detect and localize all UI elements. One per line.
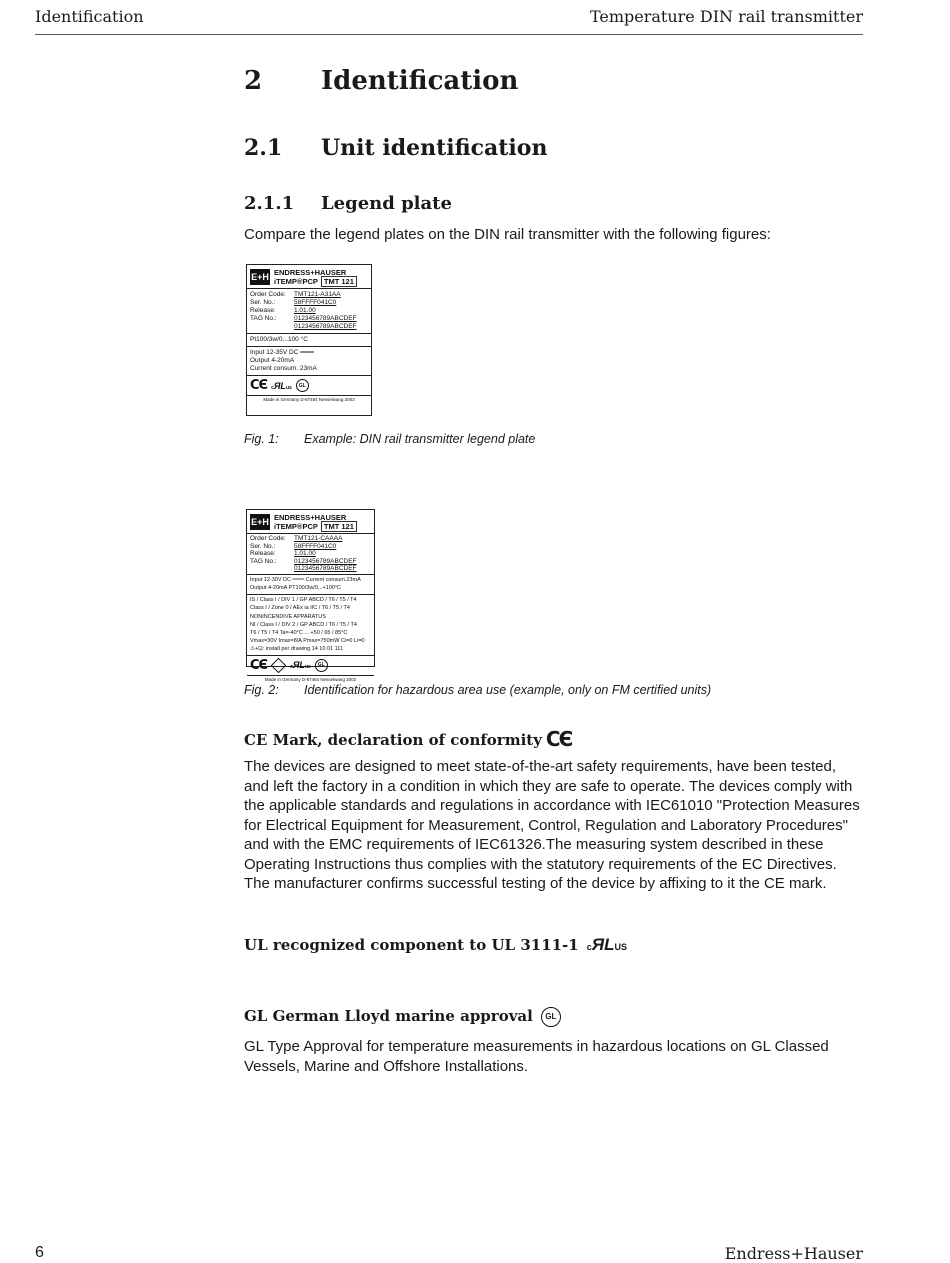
header-rule xyxy=(35,34,863,35)
page-number: 6 xyxy=(35,1244,44,1261)
plate-spec: Current consum. 23mA xyxy=(250,365,317,372)
plate-model: TMT 121 xyxy=(321,276,357,287)
figure-number: Fig. 2: xyxy=(244,683,279,697)
legend-plate-hazardous xyxy=(246,509,375,682)
gl-mark-icon: GL xyxy=(315,659,328,672)
plate-model: TMT 121 xyxy=(321,521,357,532)
plate-approval-line: T6 / T5 / T4 Ta=-40°C ... +50 / 65 / 85°C xyxy=(250,629,348,636)
figure-caption xyxy=(244,683,711,697)
plate-product: iTEMP®PCP xyxy=(274,521,318,531)
figure-caption xyxy=(244,432,535,446)
subsubsection-number: 2.1.1 xyxy=(244,193,295,214)
plate-header xyxy=(247,510,374,534)
section-title: Identification xyxy=(321,66,519,96)
gl-heading xyxy=(244,1007,561,1027)
plate-label: Release: xyxy=(250,550,276,557)
plate-label: Order Code: xyxy=(250,535,286,542)
intro-paragraph: Compare the legend plates on the DIN rail transmitter with the following figures: xyxy=(244,226,771,243)
plate-brand: ENDRESS+HAUSER xyxy=(274,267,347,277)
plate-approval-line: NI / Class I / DIV 2 / GP ABCD / T6 / T5 / T4 xyxy=(250,621,357,628)
plate-label: Ser. No.: xyxy=(250,299,276,306)
plate-spec: Input 12-30V DC ═══ Current consum.23mA xyxy=(250,576,361,583)
footer-brand: Endress+Hauser xyxy=(724,1244,863,1263)
legend-plate-standard xyxy=(246,264,372,416)
plate-label: Order Code: xyxy=(250,291,286,298)
ce-heading-text: CE Mark, declaration of conformity xyxy=(244,731,542,749)
figure-caption-text: Identification for hazardous area use (example, only on FM certified units) xyxy=(304,683,712,697)
ce-mark-icon: CЄ xyxy=(250,657,268,673)
plate-order-info xyxy=(247,289,371,334)
plate-value: 58FFFF041C0 xyxy=(294,542,337,550)
ce-paragraph: The devices are designed to meet state-of-the-art safety requirements, have been tested, and left the factory in a condition in which they are safe to operate. The devices comply with the applicable standards and regulations in accordance with IEC61010 "Protection Measures for Electrical Equipment for Measurement, Control, Regulation and Laboratory Procedures" and with the EMC requirements of IEC61326.The measuring system described in these Operating Instructions thus complies with the statutory requirements of the EC Directives. The manufacturer confirms successful testing of the device by affixing to it the CE mark. xyxy=(244,758,860,892)
plate-made-in: Made in Germany D-87484 Nesselwang 2003 xyxy=(263,397,355,402)
plate-brand: ENDRESS+HAUSER xyxy=(274,512,347,522)
plate-made-in: Made in Germany D-87484 Nesselwang 2002 xyxy=(264,676,357,682)
plate-spec: Input 12-35V DC ═══ xyxy=(250,349,315,356)
plate-value: 0123456789ABCDEF xyxy=(294,315,357,322)
plate-value: TMT121-CAAAA xyxy=(294,535,343,542)
plate-value: 58FFFF041C0 xyxy=(294,299,337,306)
running-header-right: Temperature DIN rail transmitter xyxy=(589,7,863,26)
plate-header xyxy=(247,265,371,289)
ce-mark-icon: CЄ xyxy=(250,378,268,393)
subsection-title: Unit identification xyxy=(321,135,548,161)
eh-logo: E+H xyxy=(250,269,270,285)
plate-label xyxy=(250,565,294,573)
plate-approval-line: Class I / Zone 0 / AEx ia IIC / T6 / T5 / T4 xyxy=(250,605,350,612)
plate-approval-line: IS / Class I / DIV 1 / GP ABCD / T6 / T5 / T4 xyxy=(250,597,357,604)
plate-label: Release: xyxy=(250,307,276,314)
plate-spec: Output 4-20mA PT100/3w/0...+100°C xyxy=(250,585,342,592)
fm-approved-icon xyxy=(271,657,287,673)
plate-approval-marks xyxy=(247,656,374,676)
plate-approval-line: Vmax=30V Imax=8/A Pmax=750mW Ci=0 Li=0 xyxy=(250,638,365,645)
ul-mark-icon: cЯLus xyxy=(271,380,292,391)
plate-product: iTEMP®PCP xyxy=(274,276,318,286)
plate-range xyxy=(247,334,371,347)
gl-paragraph: GL Type Approval for temperature measurements in hazardous locations on GL Classed Vessels, Marine and Offshore Installations. xyxy=(244,1038,829,1075)
plate-approval-line: NONINCENDIVE APPARATUS xyxy=(250,613,326,620)
plate-value: 0123456789ABCDEF xyxy=(294,323,357,330)
plate-value: TMT121-A31AA xyxy=(294,291,341,298)
plate-spec: Output 4-20mA xyxy=(250,357,295,364)
ul-mark-icon: cЯLus xyxy=(290,660,311,671)
figure-caption-text: Example: DIN rail transmitter legend plate xyxy=(304,432,536,446)
plate-specs xyxy=(247,347,371,376)
ul-heading-text: UL recognized component to UL 3111-1 xyxy=(244,936,579,954)
plate-label: TAG No.: xyxy=(250,557,277,565)
plate-value: 1.01.00 xyxy=(294,307,316,314)
plate-specs xyxy=(247,575,374,596)
subsubsection-title: Legend plate xyxy=(321,193,452,214)
plate-value: 1.01.00 xyxy=(294,550,316,557)
subsection-number: 2.1 xyxy=(244,135,283,161)
plate-approvals xyxy=(247,595,374,655)
ce-mark-icon: CЄ xyxy=(545,727,572,751)
plate-approval-line: ⚠+⊡: install per drawing 14 10 01 111 xyxy=(250,646,343,653)
plate-order-info xyxy=(247,534,374,575)
plate-range-text: Pt100/3w/0...100 °C xyxy=(250,336,308,343)
gl-mark-icon: GL xyxy=(541,1007,561,1027)
eh-logo: E+H xyxy=(250,514,270,530)
plate-label: Ser. No.: xyxy=(250,542,276,550)
ce-heading xyxy=(244,727,571,751)
figure-number: Fig. 1: xyxy=(244,432,279,446)
running-header-left: Identification xyxy=(35,7,144,26)
gl-mark-icon: GL xyxy=(296,379,309,392)
ul-mark-icon: cЯLUS xyxy=(586,935,628,954)
plate-value: 0123456789ABCDEF xyxy=(294,557,357,565)
ul-heading xyxy=(244,935,627,955)
plate-value: 0123456789ABCDEF xyxy=(294,565,357,572)
plate-approval-marks xyxy=(247,376,371,396)
plate-label: TAG No.: xyxy=(250,315,277,322)
plate-label xyxy=(250,323,294,331)
section-number: 2 xyxy=(244,66,263,96)
gl-heading-text: GL German Lloyd marine approval xyxy=(244,1007,533,1025)
